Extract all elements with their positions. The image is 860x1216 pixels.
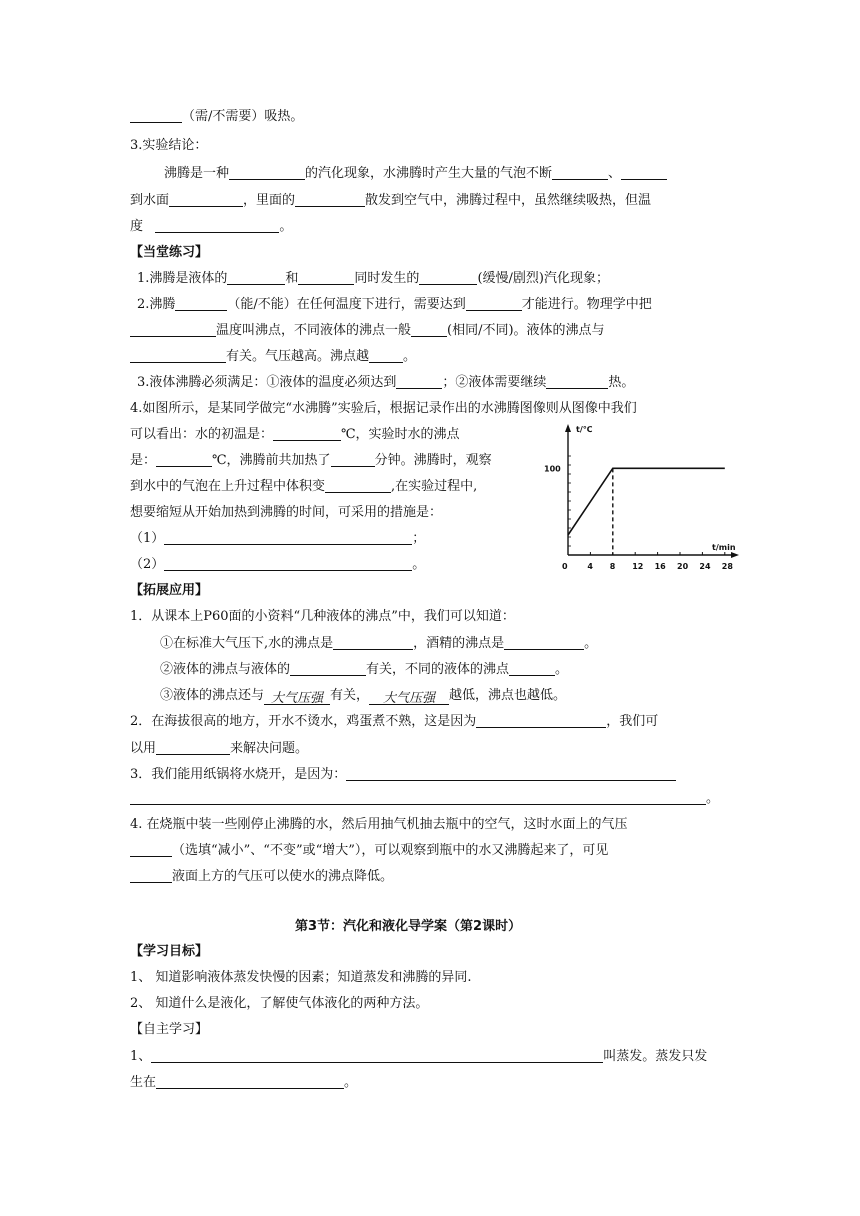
text: 有关，	[330, 688, 370, 703]
text: 散发到空气中，沸腾过程中，虽然继续吸热，但温	[365, 193, 652, 208]
text: 到水中的气泡在上升过程中体积变	[130, 479, 326, 494]
extension-2	[160, 635, 597, 653]
blank[interactable]	[476, 713, 606, 728]
boiling-graph	[540, 420, 740, 580]
x-tick-label: 4	[587, 562, 593, 571]
x-tick-label: 0	[562, 562, 568, 571]
y-axis-arrow	[565, 424, 571, 432]
text: 有关。气压越高。沸点越	[226, 349, 370, 364]
text: 温度叫沸点，不同液体的沸点一般	[216, 323, 412, 338]
blank[interactable]	[504, 635, 584, 650]
extension-8	[130, 790, 719, 808]
extension-10	[130, 842, 608, 860]
blank[interactable]	[273, 426, 341, 441]
text: 4.如图所示，是某同学做完“水沸腾”实验后，根据记录作出的水沸腾图像则从图像中我们	[130, 401, 637, 416]
text: 的汽化现象，水沸腾时产生大量的气泡不断	[305, 166, 553, 181]
text: 到水面	[130, 193, 170, 208]
blank[interactable]	[130, 108, 182, 123]
text: ；	[412, 531, 426, 546]
text: 可以看出：水的初温是：	[130, 427, 274, 442]
text: 【学习目标】	[130, 944, 209, 959]
text: 1.沸腾是液体的	[137, 271, 228, 286]
practice-3	[130, 322, 605, 340]
text: 是：	[130, 453, 157, 468]
handwritten-answer[interactable]: 大气压强	[369, 690, 449, 705]
practice-5	[137, 374, 634, 392]
text: （需/不需要）吸热。	[182, 109, 304, 124]
extension-9	[130, 816, 628, 834]
text: 以用	[130, 741, 157, 756]
blank[interactable]	[156, 452, 212, 467]
practice-2	[137, 296, 652, 314]
practice-6	[130, 400, 637, 418]
blank[interactable]	[331, 452, 375, 467]
text: 想要缩短从开始加热到沸腾的时间，可采用的措施是：	[130, 505, 443, 520]
text: 【当堂练习】	[130, 245, 209, 260]
practice-10	[130, 504, 442, 522]
text: 越低，沸点也越低。	[449, 688, 567, 703]
blank[interactable]	[346, 766, 676, 781]
blank[interactable]	[621, 165, 667, 180]
x-tick-label: 12	[632, 562, 644, 571]
text: 、	[608, 166, 622, 181]
text: 3．我们能用纸锅将水烧开，是因为：	[130, 767, 347, 782]
text: ①在标准大气压下,水的沸点是	[160, 636, 334, 651]
text: (缓慢/剧烈)汽化现象；	[477, 271, 609, 286]
text: 1、	[130, 1049, 152, 1064]
extension-5	[130, 713, 658, 731]
text: 同时发生的	[354, 271, 420, 286]
blank[interactable]	[290, 661, 366, 676]
text: 1、 知道影响液体蒸发快慢的因素；知道蒸发和沸腾的异同.	[130, 970, 472, 985]
text: ；②液体需要继续	[442, 375, 547, 390]
blank[interactable]	[164, 530, 412, 545]
blank[interactable]	[175, 296, 227, 311]
blank[interactable]	[298, 270, 354, 285]
line-1	[130, 108, 303, 126]
text: 3.液体沸腾必须满足：①液体的温度必须达到	[137, 375, 397, 390]
blank[interactable]	[369, 348, 403, 363]
blank[interactable]	[411, 322, 447, 337]
practice-12	[130, 556, 425, 574]
text: 。	[706, 791, 720, 806]
blank[interactable]	[169, 192, 243, 207]
text: 液面上方的气压可以使水的沸点降低。	[172, 869, 394, 884]
text: ③液体的沸点还与	[160, 688, 265, 703]
blank[interactable]	[419, 270, 477, 285]
text: ℃，实验时水的沸点	[341, 427, 460, 442]
text: 。	[403, 349, 417, 364]
text: 。	[344, 1075, 358, 1090]
practice-8	[130, 452, 492, 470]
x-tick-label: 24	[699, 562, 711, 571]
text: ②液体的沸点与液体的	[160, 662, 291, 677]
blank[interactable]	[227, 270, 285, 285]
practice-7	[130, 426, 460, 444]
text: ，酒精的沸点是	[413, 636, 505, 651]
line-5	[130, 218, 292, 236]
blank[interactable]	[156, 740, 230, 755]
x-tick-label: 16	[654, 562, 666, 571]
line-4	[130, 192, 651, 210]
extension-4	[160, 687, 566, 705]
line-2	[130, 137, 207, 155]
text: (相同/不同)。液体的沸点与	[447, 323, 605, 338]
text: ，我们可	[606, 714, 659, 729]
text: 。	[584, 636, 598, 651]
blank[interactable]	[229, 165, 305, 180]
goal-1	[130, 969, 472, 987]
blank[interactable]	[155, 218, 279, 233]
text: 【自主学习】	[130, 1022, 209, 1037]
heading-extension	[130, 582, 208, 600]
text: 。	[555, 662, 569, 677]
text: 来解决问题。	[230, 741, 309, 756]
text: ℃，沸腾前共加热了	[212, 453, 331, 468]
blank[interactable]	[151, 1048, 603, 1063]
text: 第3节：汽化和液化导学案（第2课时）	[295, 919, 522, 934]
blank[interactable]	[295, 192, 365, 207]
boiling-curve	[568, 468, 725, 535]
x-tick-label: 28	[721, 562, 733, 571]
extension-11	[130, 868, 393, 886]
text: ，里面的	[243, 193, 296, 208]
heading-self-study	[130, 1021, 208, 1039]
text: 2、 知道什么是液化，了解使气体液化的两种方法。	[130, 996, 429, 1011]
extension-1	[130, 608, 515, 626]
extension-3	[160, 661, 568, 679]
text: 2.沸腾	[137, 297, 176, 312]
blank[interactable]	[164, 556, 412, 571]
blank[interactable]	[509, 661, 555, 676]
self-study-1	[130, 1048, 707, 1066]
text: 。	[279, 219, 293, 234]
text: （能/不能）在任何温度下进行，需要达到	[227, 297, 466, 312]
blank[interactable]	[333, 635, 413, 650]
text: 分钟。沸腾时，观察	[374, 453, 492, 468]
text: 3.实验结论：	[130, 138, 208, 153]
blank[interactable]	[325, 478, 391, 493]
text: 度	[130, 219, 144, 234]
y-axis-label: t/℃	[576, 425, 593, 434]
text: 2．在海拔很高的地方，开水不烫水，鸡蛋煮不熟，这是因为	[130, 714, 477, 729]
heading-practice	[130, 244, 208, 262]
x-axis-arrow	[731, 552, 739, 558]
text: 生在	[130, 1075, 157, 1090]
text: ,在实验过程中,	[391, 479, 478, 494]
text: 4. 在烧瓶中装一些刚停止沸腾的水，然后用抽气机抽去瓶中的空气，这时水面上的气压	[130, 817, 628, 832]
blank[interactable]	[156, 1074, 344, 1089]
extension-7	[130, 766, 676, 784]
extension-6	[130, 740, 308, 758]
text: 热。	[608, 375, 635, 390]
text: （选填“减小”、“不变”或“增大”），可以观察到瓶中的水又沸腾起来了，可见	[172, 843, 609, 858]
practice-11	[130, 530, 425, 548]
text: （1）	[130, 531, 165, 546]
text: 和	[285, 271, 299, 286]
handwritten-answer[interactable]: 大气压强	[264, 690, 330, 705]
practice-1	[137, 270, 609, 288]
x-tick-label: 20	[677, 562, 689, 571]
blank[interactable]	[130, 348, 226, 363]
practice-9	[130, 478, 477, 496]
blank[interactable]	[130, 868, 172, 883]
blank[interactable]	[130, 790, 706, 805]
goal-2	[130, 995, 428, 1013]
blank[interactable]	[466, 296, 522, 311]
text: 。	[412, 557, 426, 572]
self-study-2	[130, 1074, 357, 1092]
practice-4	[130, 348, 416, 366]
text: 才能进行。物理学中把	[521, 297, 652, 312]
x-axis-label: t/min	[712, 543, 736, 552]
text: （2）	[130, 557, 165, 572]
blank[interactable]	[552, 165, 608, 180]
text: 沸腾是一种	[164, 166, 230, 181]
blank[interactable]	[546, 374, 608, 389]
text: 叫蒸发。蒸发只发	[603, 1049, 708, 1064]
y-tick-label: 100	[544, 464, 561, 474]
blank[interactable]	[396, 374, 442, 389]
section-title	[295, 918, 521, 936]
blank[interactable]	[130, 842, 172, 857]
blank[interactable]	[130, 322, 216, 337]
text: 【拓展应用】	[130, 583, 209, 598]
text: 有关，不同的液体的沸点	[366, 662, 510, 677]
heading-goals	[130, 943, 208, 961]
line-3	[164, 165, 667, 183]
x-tick-label: 8	[609, 562, 616, 571]
text: 1．从课本上P60面的小资料“几种液体的沸点”中，我们可以知道：	[130, 609, 515, 624]
